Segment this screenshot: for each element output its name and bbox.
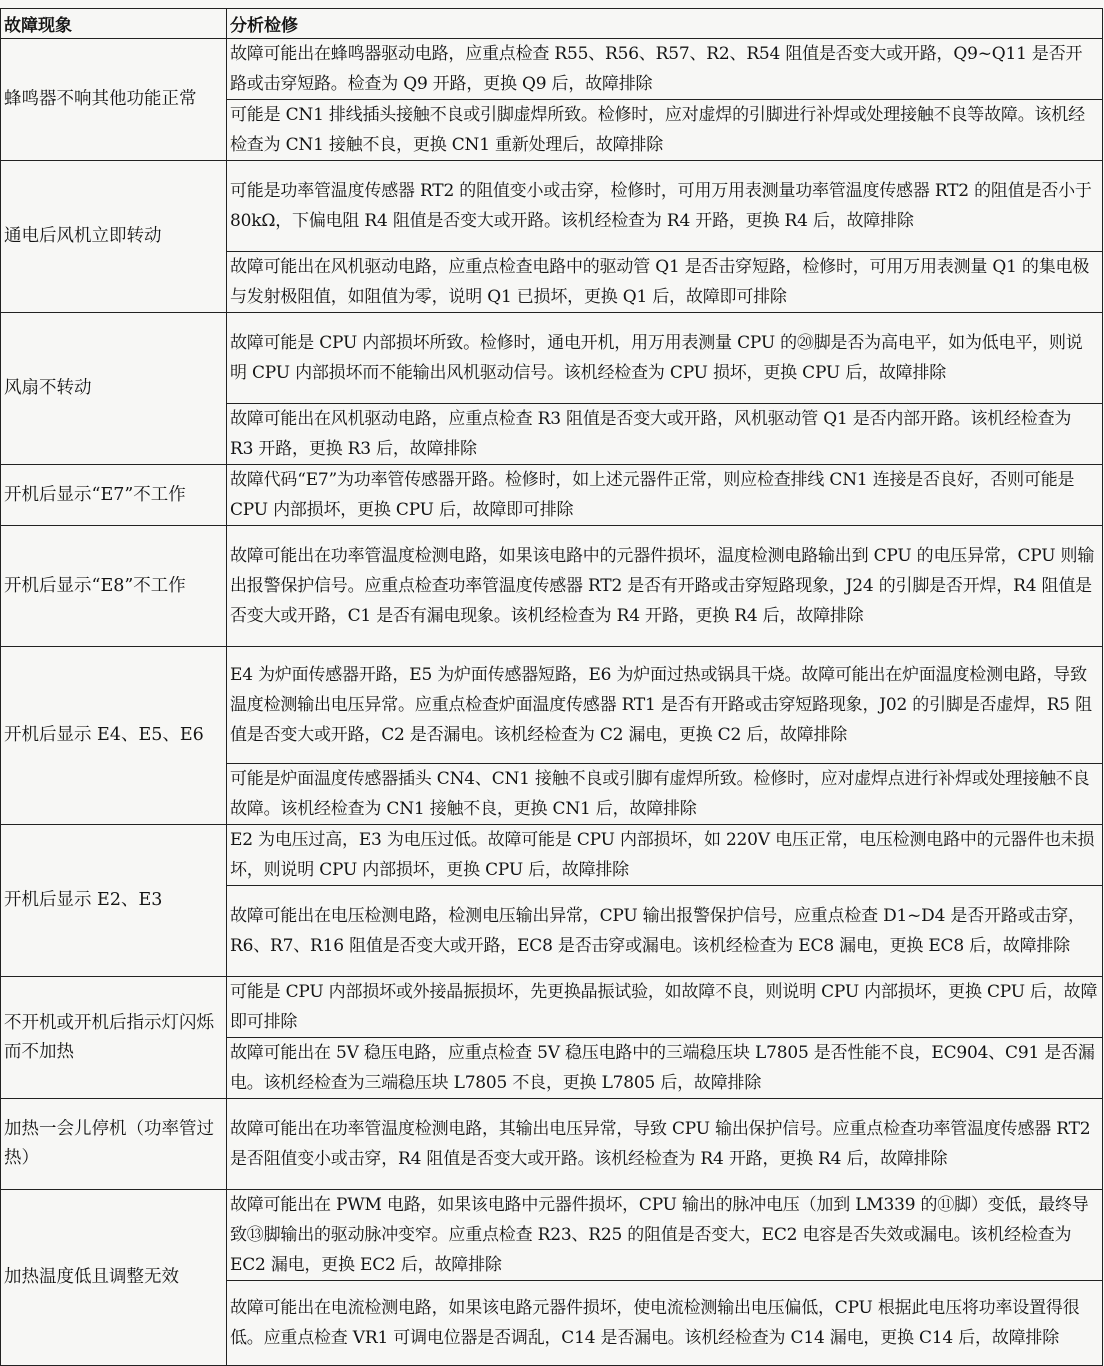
fault-phenomenon-cell: 开机后显示“E8”不工作: [1, 526, 227, 647]
table-row: [1, 161, 1103, 252]
analysis-cell: E2 为电压过高，E3 为电压过低。故障可能是 CPU 内部损坏，如 220V 电压正常，电压检测电路中的元器件也未损坏，则说明 CPU 内部损坏，更换 CPU 后，故障排除: [227, 825, 1103, 886]
table-row: [1, 465, 1103, 526]
fault-analysis-table: [0, 8, 1103, 1366]
table-row: [1, 1190, 1103, 1281]
analysis-cell: 故障可能出在功率管温度检测电路，如果该电路中的元器件损坏，温度检测电路输出到 CPU 的电压异常，CPU 则输出报警保护信号。应重点检查功率管温度传感器 RT2 是否有开路或击穿短路现象，J24 的引脚是否开焊，R4 阻值是否变大或开路，C1 是否有漏电现象。该机经检查为 R4 开路，更换 R4 后，故障排除: [227, 526, 1103, 647]
analysis-cell: 可能是炉面温度传感器插头 CN4、CN1 接触不良或引脚有虚焊所致。检修时，应对虚焊点进行补焊或处理接触不良故障。该机经检查为 CN1 接触不良，更换 CN1 后，故障排除: [227, 764, 1103, 825]
table-row: [1, 313, 1103, 404]
fault-phenomenon-cell: 通电后风机立即转动: [1, 161, 227, 313]
table-row: [1, 1099, 1103, 1190]
fault-phenomenon-cell: 开机后显示 E4、E5、E6: [1, 647, 227, 825]
fault-phenomenon-cell: 开机后显示“E7”不工作: [1, 465, 227, 526]
analysis-cell: 故障可能出在功率管温度检测电路，其输出电压异常，导致 CPU 输出保护信号。应重点检查功率管温度传感器 RT2 是否阻值变小或击穿，R4 阻值是否变大或开路。该机经检查为 R4 开路，更换 R4 后，故障排除: [227, 1099, 1103, 1190]
analysis-cell: 可能是 CPU 内部损坏或外接晶振损坏，先更换晶振试验，如故障不良，则说明 CPU 内部损坏，更换 CPU 后，故障即可排除: [227, 977, 1103, 1038]
header-phenomenon: 故障现象: [1, 9, 227, 39]
fault-phenomenon-cell: 不开机或开机后指示灯闪烁而不加热: [1, 977, 227, 1099]
fault-phenomenon-cell: 蜂鸣器不响其他功能正常: [1, 39, 227, 161]
header-analysis: 分析检修: [227, 9, 1103, 39]
analysis-cell: E4 为炉面传感器开路，E5 为炉面传感器短路，E6 为炉面过热或锅具干烧。故障可能出在炉面温度检测电路，导致温度检测输出电压异常。应重点检查炉面温度传感器 RT1 是否有开路或击穿短路现象，J02 的引脚是否虚焊，R5 阻值是否变大或开路，C2 是否漏电。该机经检查为 C2 漏电，更换 C2 后，故障排除: [227, 647, 1103, 764]
analysis-cell: 故障可能出在 5V 稳压电路，应重点检查 5V 稳压电路中的三端稳压块 L7805 是否性能不良，EC904、C91 是否漏电。该机经检查为三端稳压块 L7805 不良，更换 L7805 后，故障排除: [227, 1038, 1103, 1099]
fault-phenomenon-cell: 风扇不转动: [1, 313, 227, 465]
table-row: [1, 39, 1103, 100]
analysis-cell: 故障代码“E7”为功率管传感器开路。检修时，如上述元器件正常，则应检查排线 CN1 连接是否良好，否则可能是 CPU 内部损坏，更换 CPU 后，故障即可排除: [227, 465, 1103, 526]
analysis-cell: 可能是 CN1 排线插头接触不良或引脚虚焊所致。检修时，应对虚焊的引脚进行补焊或处理接触不良等故障。该机经检查为 CN1 接触不良，更换 CN1 重新处理后，故障排除: [227, 100, 1103, 161]
fault-phenomenon-cell: 加热温度低且调整无效: [1, 1190, 227, 1366]
table-row: [1, 977, 1103, 1038]
table-row: [1, 647, 1103, 764]
analysis-cell: 故障可能出在 PWM 电路，如果该电路中元器件损坏，CPU 输出的脉冲电压（加到 LM339 的⑪脚）变低，最终导致⑬脚输出的驱动脉冲变窄。应重点检查 R23、R25 的阻值是否变大，EC2 电容是否失效或漏电。该机经检查为 EC2 漏电，更换 EC2 后，故障排除: [227, 1190, 1103, 1281]
analysis-cell: 故障可能出在蜂鸣器驱动电路，应重点检查 R55、R56、R57、R2、R54 阻值是否变大或开路，Q9~Q11 是否开路或击穿短路。检查为 Q9 开路，更换 Q9 后，故障排除: [227, 39, 1103, 100]
table-body: [1, 39, 1103, 1366]
analysis-cell: 故障可能是 CPU 内部损坏所致。检修时，通电开机，用万用表测量 CPU 的⑳脚是否为高电平，如为低电平，则说明 CPU 内部损坏而不能输出风机驱动信号。该机经检查为 CPU 损坏，更换 CPU 后，故障排除: [227, 313, 1103, 404]
analysis-cell: 故障可能出在风机驱动电路，应重点检查电路中的驱动管 Q1 是否击穿短路，检修时，可用万用表测量 Q1 的集电极与发射极阻值，如阻值为零，说明 Q1 已损坏，更换 Q1 后，故障即可排除: [227, 252, 1103, 313]
fault-phenomenon-cell: 开机后显示 E2、E3: [1, 825, 227, 977]
table-row: [1, 825, 1103, 886]
analysis-cell: 可能是功率管温度传感器 RT2 的阻值变小或击穿，检修时，可用万用表测量功率管温度传感器 RT2 的阻值是否小于 80kΩ，下偏电阻 R4 阻值是否变大或开路。该机经检查为 R4 开路，更换 R4 后，故障排除: [227, 161, 1103, 252]
analysis-cell: 故障可能出在电流检测电路，如果该电路元器件损坏，使电流检测输出电压偏低，CPU 根据此电压将功率设置得很低。应重点检查 VR1 可调电位器是否调乱，C14 是否漏电。该机经检查为 C14 漏电，更换 C14 后，故障排除: [227, 1281, 1103, 1366]
analysis-cell: 故障可能出在电压检测电路，检测电压输出异常，CPU 输出报警保护信号，应重点检查 D1~D4 是否开路或击穿，R6、R7、R16 阻值是否变大或开路，EC8 是否击穿或漏电。该机经检查为 EC8 漏电，更换 EC8 后，故障排除: [227, 886, 1103, 977]
table-row: [1, 526, 1103, 647]
analysis-cell: 故障可能出在风机驱动电路，应重点检查 R3 阻值是否变大或开路，风机驱动管 Q1 是否内部开路。该机经检查为 R3 开路，更换 R3 后，故障排除: [227, 404, 1103, 465]
fault-phenomenon-cell: 加热一会儿停机（功率管过热）: [1, 1099, 227, 1190]
table-header-row: [1, 9, 1103, 39]
